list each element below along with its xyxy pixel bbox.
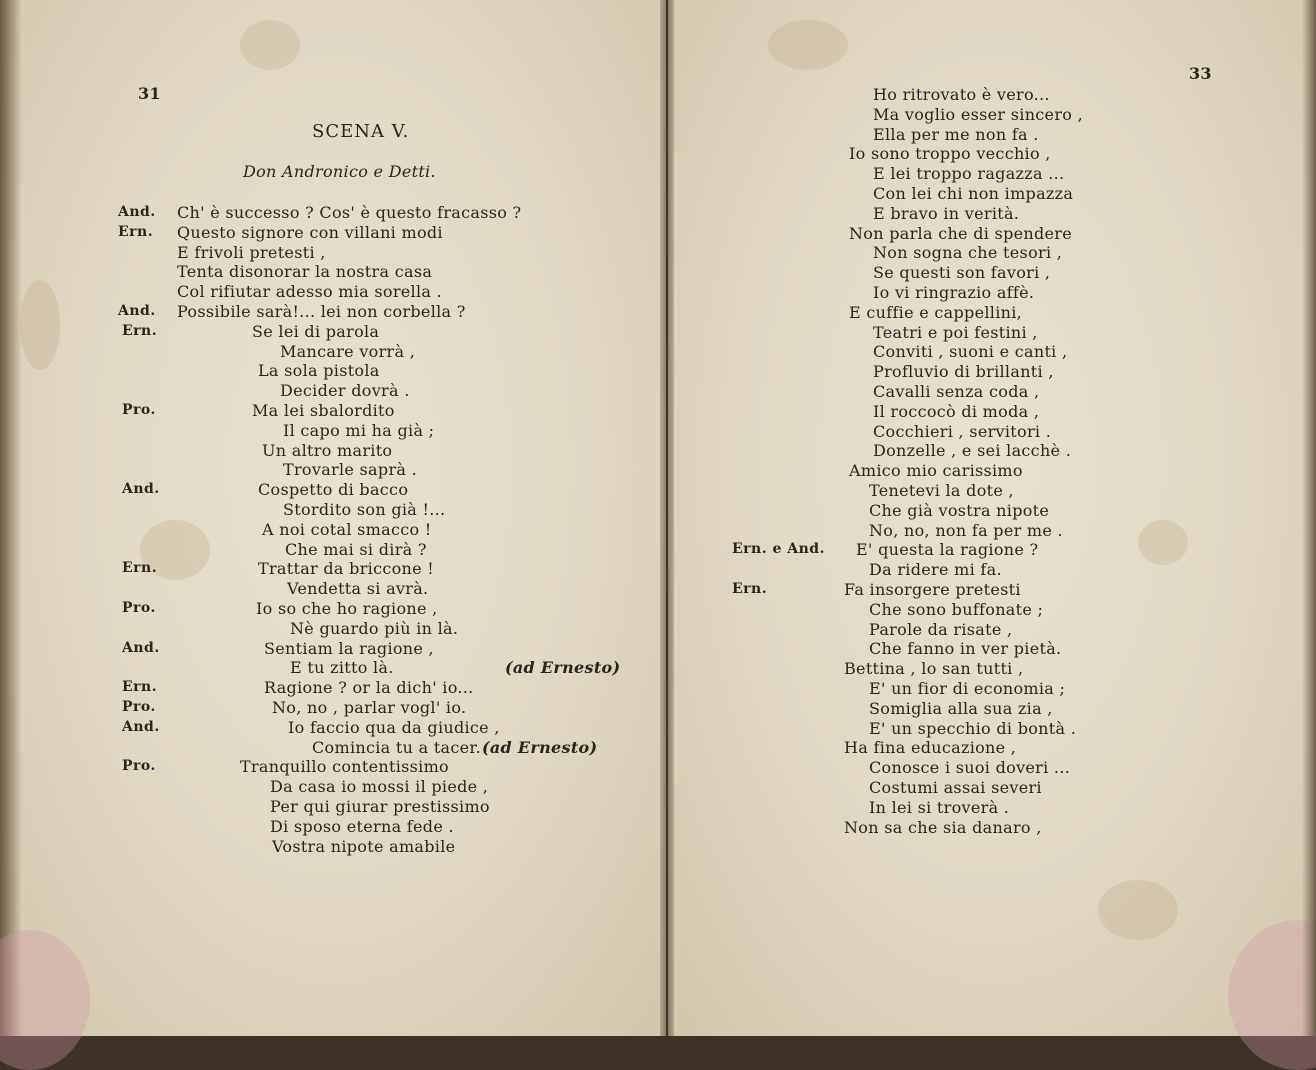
verse-line: Il roccocò di moda , xyxy=(873,401,1040,421)
verse-line: Trattar da briccone ! xyxy=(258,559,435,579)
verse-line: Mancare vorrà , xyxy=(280,341,416,361)
verse-line: Ragione ? or la dich' io... xyxy=(264,678,474,698)
verse-line: Ho ritrovato è vero... xyxy=(873,85,1050,104)
verse-line: Somiglia alla sua zia , xyxy=(869,698,1053,718)
speaker-label: Ern. xyxy=(122,560,158,577)
speaker-label: Pro. xyxy=(122,699,156,715)
verse-line: La sola pistola xyxy=(258,361,380,381)
verse-line: Parole da risate , xyxy=(869,619,1013,639)
verse-line: Fa insorgere pretesti xyxy=(844,580,1021,599)
verse-line: Bettina , lo san tutti , xyxy=(844,659,1024,679)
speaker-label: And. xyxy=(122,481,160,498)
verse-line: Di sposo eterna fede . xyxy=(270,816,454,836)
verse-line: Vendetta si avrà. xyxy=(287,579,429,599)
verse-line: Ma lei sbalordito xyxy=(252,401,395,420)
verse-line: Cocchieri , servitori . xyxy=(873,421,1052,441)
verse-line: Stordito son già !... xyxy=(283,500,446,519)
verse-line: Da ridere mi fa. xyxy=(869,560,1002,580)
speaker-label: Pro. xyxy=(122,402,156,418)
verse-line: Che sono buffonate ; xyxy=(869,599,1044,619)
verse-line: Ella per me non fa . xyxy=(873,124,1039,144)
verse-line: Non sogna che tesori , xyxy=(873,243,1063,263)
speaker-label: Ern. xyxy=(732,581,768,597)
verse-line: Io faccio qua da giudice , xyxy=(288,717,500,737)
verse-line: Che fanno in ver pietà. xyxy=(869,639,1062,659)
verse-line: E lei troppo ragazza ... xyxy=(873,164,1065,184)
verse-line: Se questi son favori , xyxy=(873,263,1051,283)
page-number: 33 xyxy=(1189,64,1212,83)
verse-line: Io vi ringrazio affè. xyxy=(873,283,1035,302)
verse-line: Decider dovrà . xyxy=(280,381,410,401)
verse-line: Trovarle saprà . xyxy=(283,460,418,480)
verse-line: Che mai si dirà ? xyxy=(285,539,427,559)
verse-line: E cuffie e cappellini, xyxy=(849,302,1023,322)
page-number: 31 xyxy=(138,84,161,103)
book-gutter xyxy=(660,0,674,1036)
verse-line: Tenetevi la dote , xyxy=(869,481,1014,500)
scene-title: SCENA V. xyxy=(312,121,410,142)
verse-line: E tu zitto là. xyxy=(290,658,394,678)
speaker-label: Ern. xyxy=(118,223,154,240)
speaker-label: And. xyxy=(118,303,156,319)
verse-line: Non sa che sia danaro , xyxy=(844,817,1042,837)
verse-line: Donzelle , e sei lacchè . xyxy=(873,441,1072,461)
verse-line: Vostra nipote amabile xyxy=(272,836,456,856)
verse-line: Ha fina educazione , xyxy=(844,738,1017,758)
verse-line: Non parla che di spendere xyxy=(849,223,1073,243)
verse-line: Possibile sarà!... lei non corbella ? xyxy=(177,302,466,321)
speaker-label: Ern. xyxy=(122,679,158,696)
verse-line: Un altro marito xyxy=(262,440,393,460)
verse-line: Io so che ho ragione , xyxy=(256,599,438,618)
verse-line: E frivoli pretesti , xyxy=(177,242,326,262)
verse-line: Amico mio carissimo xyxy=(849,461,1023,481)
verse-line: Questo signore con villani modi xyxy=(177,222,443,242)
verse-line: E' un fior di economia ; xyxy=(869,679,1066,698)
verse-line: Conosce i suoi doveri ... xyxy=(869,758,1071,778)
verse-line: In lei si troverà . xyxy=(869,797,1010,817)
verse-line: A noi cotal smacco ! xyxy=(262,519,432,539)
right-page xyxy=(668,0,1316,1036)
stage-direction: (ad Ernesto) xyxy=(505,658,621,678)
verse-line: Conviti , suoni e canti , xyxy=(873,342,1068,362)
verse-line: E' un specchio di bontà . xyxy=(869,718,1077,738)
speaker-label: Ern. xyxy=(122,322,158,339)
verse-line: E' questa la ragione ? xyxy=(856,540,1039,560)
persons-line: Don Andronico e Detti. xyxy=(243,162,436,181)
verse-line: Io sono troppo vecchio , xyxy=(849,144,1051,164)
verse-line: Il capo mi ha già ; xyxy=(283,420,435,440)
verse-line: Nè guardo più in là. xyxy=(290,618,459,638)
verse-line: Col rifiutar adesso mia sorella . xyxy=(177,282,443,302)
verse-line: Per qui giurar prestissimo xyxy=(270,797,490,816)
verse-line: Tranquillo contentissimo xyxy=(240,757,449,777)
verse-line: Da casa io mossi il piede , xyxy=(270,777,489,797)
stage-direction: (ad Ernesto) xyxy=(482,737,598,757)
verse-line: Costumi assai severi xyxy=(869,778,1042,797)
verse-line: Che già vostra nipote xyxy=(869,500,1050,520)
left-page xyxy=(0,0,666,1036)
speaker-label: And. xyxy=(118,204,156,220)
verse-line: Con lei chi non impazza xyxy=(873,184,1074,203)
speaker-label: Pro. xyxy=(122,758,156,775)
verse-line: No, no , parlar vogl' io. xyxy=(272,698,467,717)
speaker-label: And. xyxy=(122,718,160,735)
verse-line: Teatri e poi festini , xyxy=(873,322,1038,342)
verse-line: Cospetto di bacco xyxy=(258,480,409,500)
verse-line: Comincia tu a tacer. xyxy=(312,737,481,757)
speaker-label: And. xyxy=(122,639,160,656)
verse-line: E bravo in verità. xyxy=(873,203,1020,223)
verse-line: Ma voglio esser sincero , xyxy=(873,104,1083,124)
verse-line: Sentiam la ragione , xyxy=(264,638,434,658)
speaker-label: Ern. e And. xyxy=(732,541,825,558)
verse-line: Ch' è successo ? Cos' è questo fracasso ? xyxy=(177,203,522,222)
speaker-label: Pro. xyxy=(122,600,156,616)
verse-line: Profluvio di brillanti , xyxy=(873,362,1054,382)
verse-line: Cavalli senza coda , xyxy=(873,382,1040,401)
verse-line: No, no, non fa per me . xyxy=(869,520,1063,540)
verse-line: Se lei di parola xyxy=(252,321,380,341)
verse-line: Tenta disonorar la nostra casa xyxy=(177,262,433,282)
